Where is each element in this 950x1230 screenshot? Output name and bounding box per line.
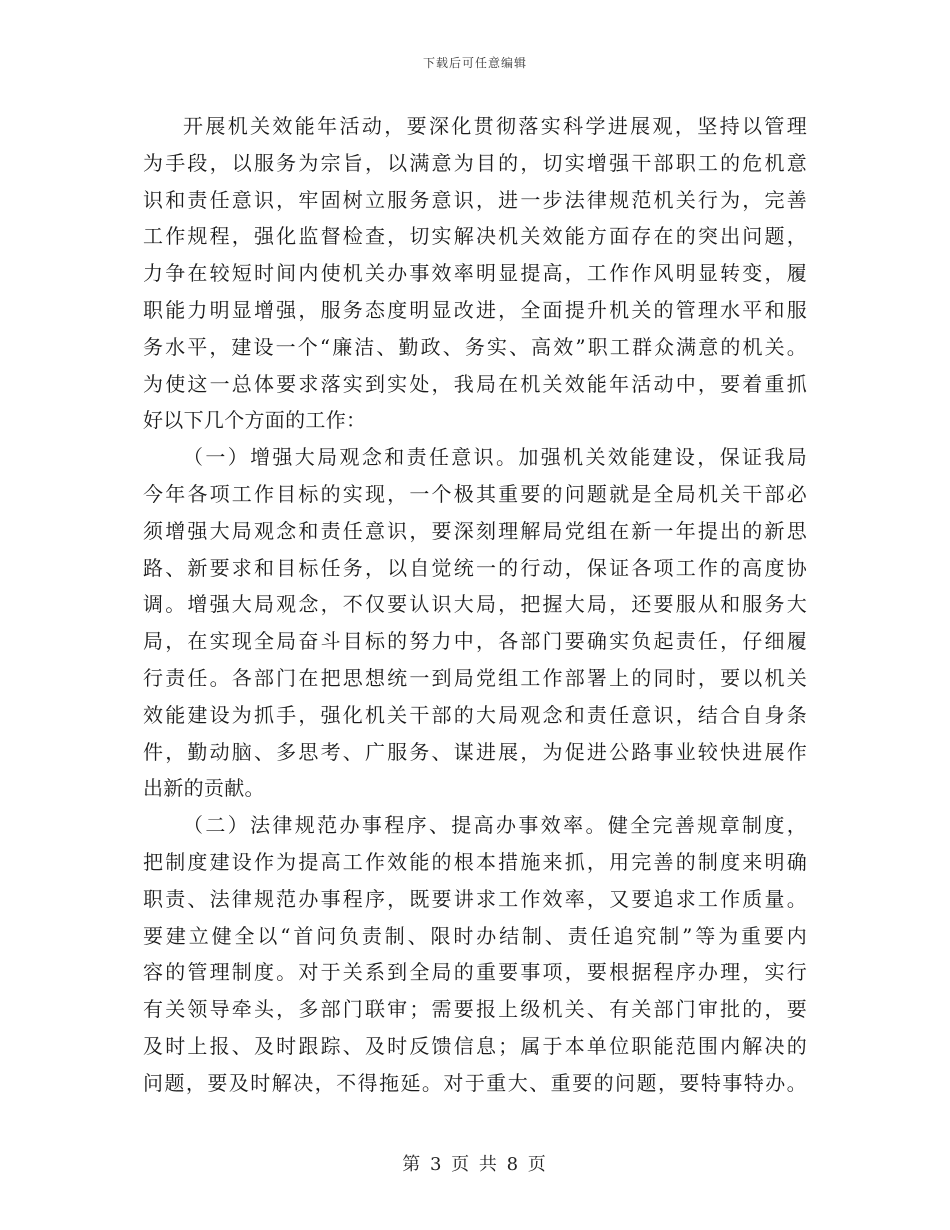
text-line: 职能力明显增强，服务态度明显改进，全面提升机关的管理水平和服 — [143, 297, 807, 322]
text-line: 职责、法律规范办事程序，既要讲求工作效率，又要追求工作质量。 — [143, 886, 807, 911]
text-line: 好以下几个方面的工作： — [143, 408, 367, 433]
text-line: 容的管理制度。对于关系到全局的重要事项，要根据程序办理，实行 — [143, 960, 807, 985]
text-line: 局，在实现全局奋斗目标的努力中，各部门要确实负起责任，仔细履 — [143, 629, 807, 654]
page-number: 第 3 页 共 8 页 — [402, 1154, 548, 1175]
text-line: 为使这一总体要求落实到实处，我局在机关效能年活动中，要着重抓 — [143, 371, 807, 396]
text-line: 行责任。各部门在把思想统一到局党组工作部署上的同时，要以机关 — [143, 665, 807, 690]
document-body — [143, 108, 807, 1102]
text-line: 今年各项工作目标的实现，一个极其重要的问题就是全局机关干部必 — [143, 481, 807, 506]
text-line: 把制度建设作为提高工作效能的根本措施来抓，用完善的制度来明确 — [143, 849, 807, 874]
paragraph-section-two — [143, 807, 807, 1101]
text-line: 力争在较短时间内使机关办事效率明显提高，工作作风明显转变，履 — [143, 261, 807, 286]
text-line: 开展机关效能年活动，要深化贯彻落实科学进展观，坚持以管理 — [183, 114, 807, 138]
text-line: 识和责任意识，牢固树立服务意识，进一步法律规范机关行为，完善 — [143, 187, 807, 212]
text-line: 有关领导牵头，多部门联审；需要报上级机关、有关部门审批的，要 — [143, 997, 807, 1022]
paragraph-intro — [143, 108, 807, 439]
page-header: 下载后可任意编辑 — [422, 56, 527, 70]
paragraph-section-one — [143, 439, 807, 807]
text-line: 效能建设为抓手，强化机关干部的大局观念和责任意识，结合自身条 — [143, 702, 807, 727]
text-line: 工作规程，强化监督检查，切实解决机关效能方面存在的突出问题， — [143, 224, 807, 249]
text-line: （一）增强大局观念和责任意识。加强机关效能建设，保证我局 — [183, 445, 807, 470]
text-line: 要建立健全以“首问负责制、限时办结制、责任追究制”等为重要内 — [143, 923, 807, 948]
text-line: 为手段，以服务为宗旨，以满意为目的，切实增强干部职工的危机意 — [143, 150, 807, 175]
text-line: （二）法律规范办事程序、提高办事效率。健全完善规章制度， — [183, 813, 807, 838]
text-line: 调。增强大局观念，不仅要认识大局，把握大局，还要服从和服务大 — [143, 592, 807, 617]
text-line: 路、新要求和目标任务，以自觉统一的行动，保证各项工作的高度协 — [143, 555, 807, 580]
text-line: 出新的贡献。 — [143, 776, 265, 801]
text-line: 及时上报、及时跟踪、及时反馈信息；属于本单位职能范围内解决的 — [143, 1033, 807, 1058]
text-line: 问题，要及时解决，不得拖延。对于重大、重要的问题，要特事特办。 — [143, 1070, 807, 1095]
text-line: 须增强大局观念和责任意识，要深刻理解局党组在新一年提出的新思 — [143, 518, 807, 543]
text-line: 务水平，建设一个“廉洁、勤政、务实、高效”职工群众满意的机关。 — [143, 334, 807, 359]
text-line: 件，勤动脑、多思考、广服务、谋进展，为促进公路事业较快进展作 — [143, 739, 807, 764]
